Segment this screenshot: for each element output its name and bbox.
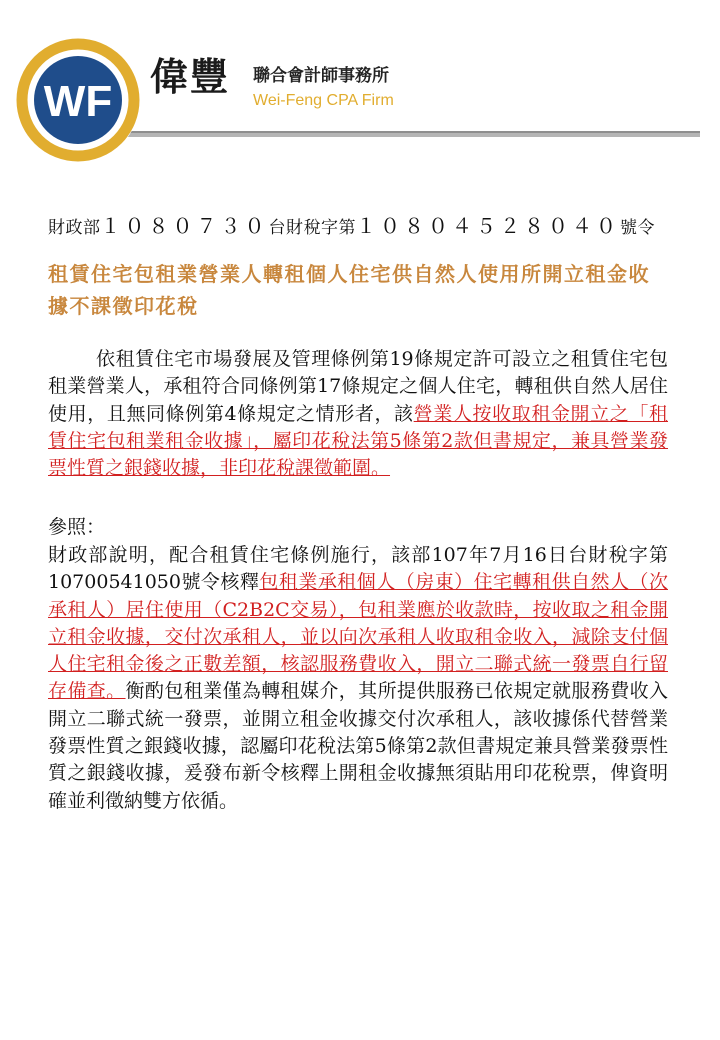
document-number [48, 210, 655, 239]
doc-ref-number: １０８０４５２８０４０ [356, 214, 620, 238]
paragraph-ruling-text: 依租賃住宅市場發展及管理條例第19條規定許可設立之租賃住宅包租業營業人，承租符合同條例第17條規定之個人住宅，轉租供自然人居住使用，且無同條例第4條規定之情形者，該 [48, 348, 668, 425]
doc-date: １０８０７３０ [100, 214, 269, 238]
paragraph-reference-intro: 財政部說明，配合租賃住宅條例施行，該部107年7月16日台財稅字第10700541050號令核釋 [48, 544, 668, 594]
brand-name-cn: 偉豐 [150, 55, 231, 99]
logo-initials: WF [43, 77, 113, 126]
paragraph-ruling-highlight: 營業人按收取租金開立之「租賃住宅包租業租金收據」，屬印花稅法第5條第2款但書規定，兼具營業發票性質之銀錢收據，非印花稅課徵範圍。 [48, 402, 668, 480]
brand-name-en: Wei-Feng CPA Firm [253, 92, 394, 109]
ruling-title: 租賃住宅包租業營業人轉租個人住宅供自然人使用所開立租金收據不課徵印花稅 [48, 262, 650, 318]
paragraph-ruling [48, 346, 668, 482]
brand-firm-name: 聯合會計師事務所 [253, 66, 389, 86]
doc-ref-type: 台財稅字第 [268, 218, 356, 238]
doc-suffix: 號令 [620, 218, 655, 238]
paragraph-reference-highlight: 包租業承租個人（房東）住宅轉租供自然人（次承租人）居住使用（C2B2C交易），包租業應於收款時，按收取之租金開立租金收據，交付次承租人，並以向次承租人收取租金收入，減除支付個人住宅租金後之正數差額，核認服務費收入，開立二聯式統一發票自行留存備查。 [48, 571, 668, 703]
paragraph-reference [48, 542, 668, 815]
header-banner [0, 0, 720, 170]
paragraph-reference-conclusion: 衡酌包租業僅為轉租媒介，其所提供服務已依規定就服務費收入開立二聯式統一發票，並開立租金收據交付次承租人，該收據係代替營業發票性質之銀錢收據，認屬印花稅法第5條第2款但書規定兼具營業發票性質之銀錢收據，爰發布新令核釋上開租金收據無須貼用印花稅票，俾資明確並利徵納雙方依循。 [48, 680, 668, 812]
doc-issuer: 財政部 [48, 218, 101, 238]
reference-label: 參照： [48, 516, 106, 538]
